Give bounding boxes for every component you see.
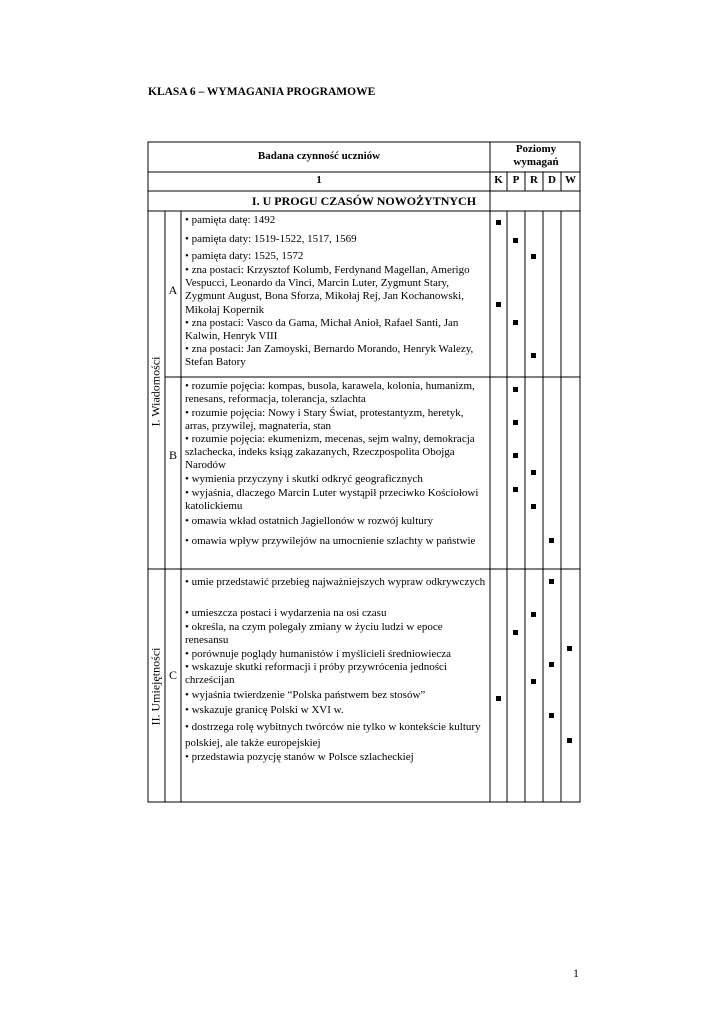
level-marker [513,238,518,243]
subgroup-label-a: A [168,283,178,297]
level-marker [531,254,536,259]
subgroup-label-c: C [168,668,177,682]
requirement-item: • wskazuje granicę Polski w XVI w. [185,704,344,716]
requirement-item: • pamięta datę: 1492 [185,214,276,226]
subgroup-label-b: B [168,448,177,462]
level-marker [496,302,501,307]
column-number: 1 [316,174,322,186]
section-title: I. U PROGU CZASÓW NOWOŻYTNYCH [251,194,477,208]
level-p-header: P [512,174,520,186]
level-marker [513,487,518,492]
group-label-umiejetnosci: II. Umiejętności [148,647,163,726]
level-marker [549,662,554,667]
requirement-item: • wyjaśnia twierdzenie “Polska państwem bez stosów” [185,689,426,701]
requirement-item: • dostrzega rolę wybitnych twórców nie tylko w kontekście kultury polskiej, ale także europejskiej [185,721,481,749]
requirement-item: • wskazuje skutki reformacji i próby przywrócenia jedności chrześcijan [185,661,447,687]
requirement-item: • rozumie pojęcia: ekumenizm, mecenas, sejm walny, demokracja szlachecka, indeks ksiąg zakazanych, Rzeczpospolita Obojga Narodów [185,433,475,472]
level-marker [513,420,518,425]
level-marker [549,579,554,584]
level-marker [531,353,536,358]
requirement-item: • wyjaśnia, dlaczego Marcin Luter wystąpił przeciwko Kościołowi katolickiemu [185,487,479,513]
requirement-item: • wymienia przyczyny i skutki odkryć geograficznych [185,473,423,485]
requirement-item: • omawia wkład ostatnich Jagiellonów w rozwój kultury [185,515,433,527]
requirement-item: • umie przedstawić przebieg najważniejszych wypraw odkrywczych [185,576,486,588]
requirement-item: • rozumie pojęcia: Nowy i Stary Świat, protestantyzm, heretyk, arras, przywilej, magnateria, stan [185,407,464,433]
level-w-header: W [565,174,576,186]
level-marker [531,612,536,617]
group-label-wiadomosci: I. Wiadomości [148,356,163,427]
level-marker [549,713,554,718]
level-marker [513,453,518,458]
requirement-item: • zna postaci: Jan Zamoyski, Bernardo Morando, Henryk Walezy, Stefan Batory [185,343,474,369]
requirement-item: • zna postaci: Vasco da Gama, Michał Anioł, Rafael Santi, Jan Kalwin, Henryk VIII [185,317,459,343]
level-marker [567,646,572,651]
level-marker [496,220,501,225]
page-title: KLASA 6 – WYMAGANIA PROGRAMOWE [148,86,376,98]
header-activity: Badana czynność uczniów [257,150,381,162]
level-k-header: K [494,174,503,186]
level-marker [531,470,536,475]
level-marker [513,387,518,392]
requirement-item: • określa, na czym polegały zmiany w życiu ludzi w epoce renesansu [185,621,443,647]
level-marker [531,679,536,684]
level-r-header: R [530,174,538,186]
level-marker [549,538,554,543]
level-marker [513,320,518,325]
requirement-item: • omawia wpływ przywilejów na umocnienie szlachty w państwie [185,535,476,547]
level-d-header: D [548,174,556,186]
level-marker [513,630,518,635]
level-marker [496,696,501,701]
header-levels: Poziomy wymagań [513,143,559,168]
requirement-item: • przedstawia pozycję stanów w Polsce szlacheckiej [185,751,414,763]
level-marker [567,738,572,743]
requirement-item: • porównuje poglądy humanistów i myślicieli średniowiecza [185,648,451,660]
requirement-item: • pamięta daty: 1525, 1572 [185,250,304,262]
requirement-item: • umieszcza postaci i wydarzenia na osi czasu [185,607,387,619]
page-number: 1 [573,966,579,980]
requirement-item: • rozumie pojęcia: kompas, busola, karawela, kolonia, humanizm, renesans, reformacja, tolerancja, szlachta [185,380,475,406]
requirement-item: • zna postaci: Krzysztof Kolumb, Ferdynand Magellan, Amerigo Vespucci, Leonardo da Vinci, Marcin Luter, Zygmunt Stary, Zygmunt August, Bona Sforza, Mikołaj Rej, Jan Kochanowski, Mikołaj Kopernik [185,264,470,316]
requirement-item: • pamięta daty: 1519-1522, 1517, 1569 [185,233,357,245]
level-marker [531,504,536,509]
